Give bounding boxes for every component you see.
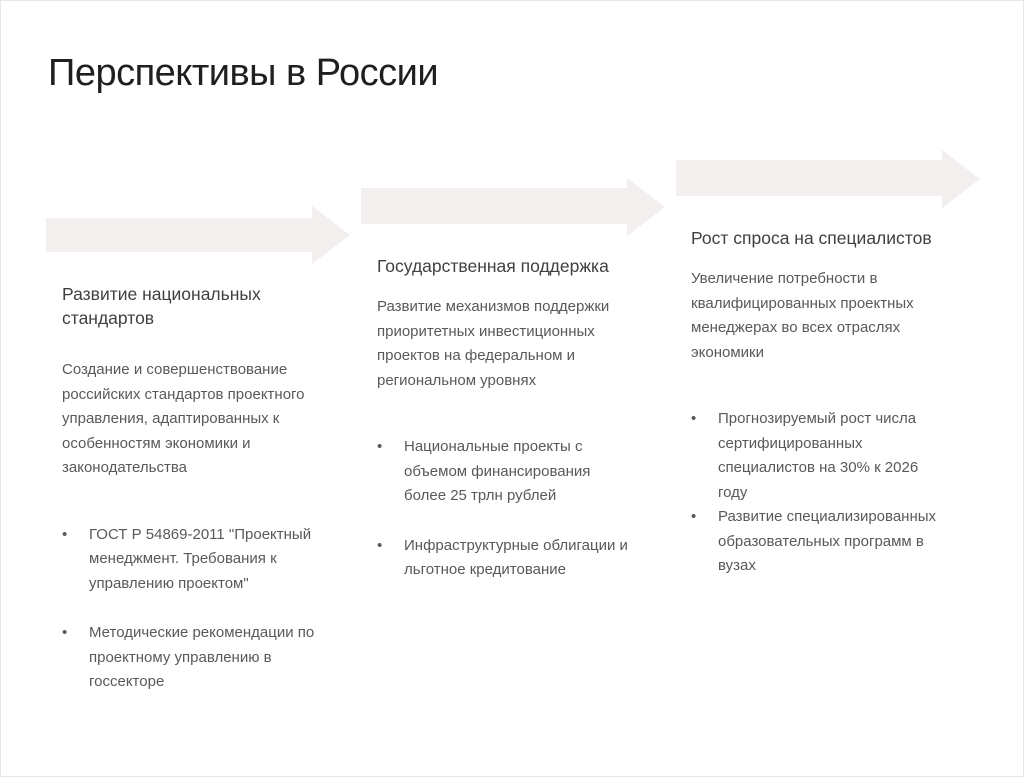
column-state-support xyxy=(377,254,649,583)
bullet-list xyxy=(62,523,330,695)
bullet-text: Развитие специализированных образовательных программ в вузах xyxy=(718,508,937,574)
column-title: Рост спроса на специалистов xyxy=(691,228,932,248)
bullet-icon: • xyxy=(691,410,697,427)
bullet-list xyxy=(377,435,645,583)
list-item xyxy=(691,505,956,579)
column-description: Развитие механизмов поддержки приоритетных инвестиционных проектов на федеральном и региональном уровнях xyxy=(377,298,610,389)
bullet-icon: • xyxy=(62,624,68,641)
bullet-text: Методические рекомендации по проектному управлению в госсекторе xyxy=(89,624,315,690)
bullet-list xyxy=(691,407,956,579)
bullet-text: Инфраструктурные облигации и льготное кредитование xyxy=(404,536,628,578)
bullet-icon: • xyxy=(691,508,697,525)
column-title: Развитие национальных стандартов xyxy=(62,284,261,328)
bullet-text: Прогнозируемый рост числа сертифицированных специалистов на 30% к 2026 году xyxy=(718,410,919,501)
column-national-standards xyxy=(62,282,330,695)
list-item xyxy=(62,523,330,597)
column-title: Государственная поддержка xyxy=(377,256,609,276)
bullet-text: Национальные проекты с объемом финансирования более 25 трлн рублей xyxy=(404,438,591,504)
bullet-text: ГОСТ Р 54869-2011 "Проектный менеджмент. Требования к управлению проектом" xyxy=(89,525,312,592)
arrow-2 xyxy=(361,178,665,236)
column-specialist-demand xyxy=(691,226,981,579)
arrow-1 xyxy=(46,206,350,264)
bullet-icon: • xyxy=(377,438,383,455)
list-item xyxy=(62,621,330,695)
list-item xyxy=(377,534,645,583)
list-item xyxy=(691,407,956,505)
bullet-icon: • xyxy=(377,536,383,554)
column-description: Увеличение потребности в квалифицированных проектных менеджерах во всех отраслях экономики xyxy=(691,270,914,361)
list-item xyxy=(377,435,645,509)
slide-title: Перспективы в России xyxy=(48,52,439,94)
column-description: Создание и совершенствование российских стандартов проектного управления, адаптированных к особенностям экономики и законодательства xyxy=(62,361,305,476)
arrow-3 xyxy=(676,150,980,208)
bullet-icon: • xyxy=(62,525,68,543)
